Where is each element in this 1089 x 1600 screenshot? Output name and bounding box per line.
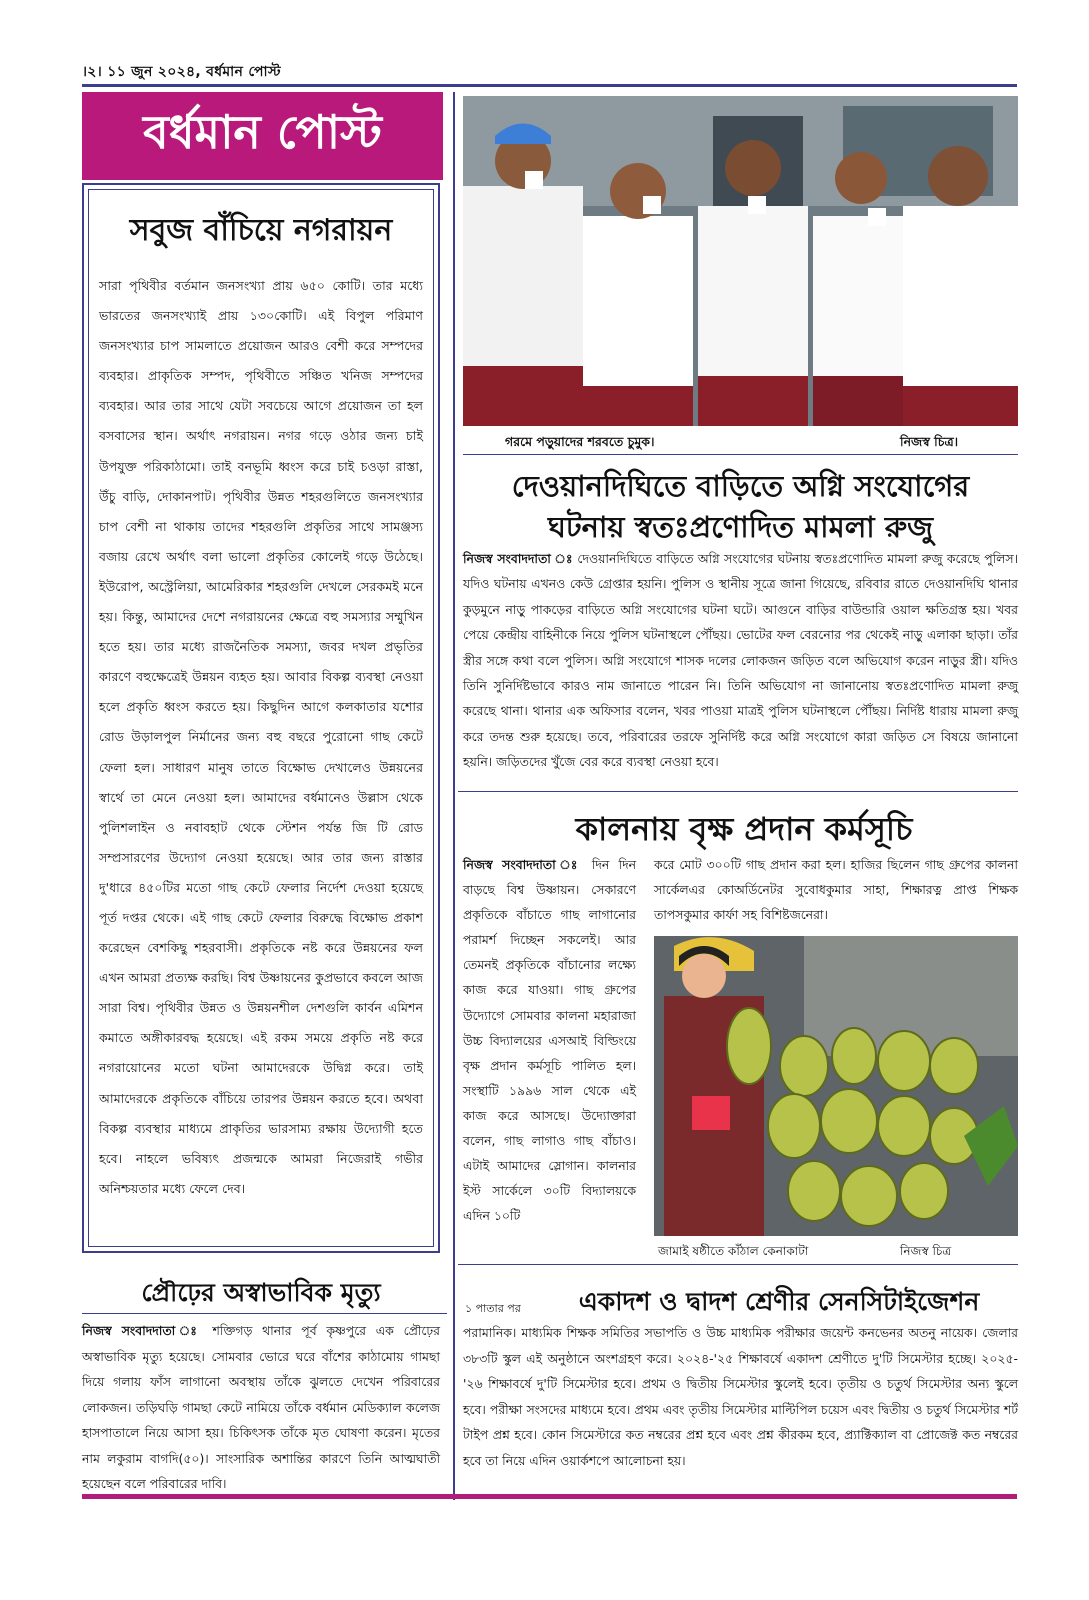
editorial-body: সারা পৃথিবীর বর্তমান জনসংখ্যা প্রায় ৬৫০ কোটি। তার মধ্যে ভারতের জনসংখ্যাই প্রায় ১৩০কোটি। এই বিপুল পরিমাণ জনসংখ্যার চাপ সামলাতে প্রয়োজন আরও বেশী করে সম্পদের ব্যবহার। প্রাকৃতিক সম্পদ, পৃথিবীতে সঞ্চিত খনিজ সম্পদের ব্যবহার। আর তার সাথে যেটা সবচেয়ে আগে প্রয়োজন তা হল বসবাসের স্থান। অর্থাৎ নগরায়ন। নগর গড়ে ওঠার জন্য চাই উপযুক্ত পরিকাঠামো। তাই বনভূমি ধ্বংস করে চাই চওড়া রাস্তা, উঁচু বাড়ি, দোকানপাট। পৃথিবীর উন্নত শহরগুলিতে জনসংখ্যার চাপ বেশী না থাকায় তাদের শহরগুলি প্রকৃতির সাথে সামঞ্জস্য বজায় রেখে অর্থাৎ বলা ভালো প্রকৃতির কোলেই গড়ে উঠেছে। ইউরোপ, অস্ট্রেলিয়া, আমেরিকার শহরগুলি দেখলে সেরকমই মনে হয়। কিন্তু, আমাদের দেশে নগরায়নের ক্ষেত্রে বহু সমস্যার সম্মুখিন হতে হয়। তার মধ্যে রাজনৈতিক সমস্যা, জবর দখল প্রভৃতির কারণে বহুক্ষেত্রেই উন্নয়ন ব্যহত হয়। আবার বিকল্প ব্যবস্থা নেওয়া হলে প্রকৃতি ধ্বংস করতে হয়। কিছুদিন আগে কলকাতার যশোর রোড উড়ালপুল নির্মানের জন্য বহু বছরে পুরোনো গাছ কেটে ফেলা হল। সাধারণ মানুষ তাতে বিক্ষোভ দেখালেও উন্নয়নের স্বার্থে তা মেনে নেওয়া হল। আমাদের বর্ধমানেও উল্লাস থেকে পুলিশলাইন ও নবাবহাট থেকে স্টেশন পর্যন্ত জি টি রোড সম্প্রসারণের উদ্যোগ নেওয়া হয়েছে। আর তার জন্য রাস্তার দু'ধারে ৪৫০টির মতো গাছ কেটে ফেলার নির্দেশ দেওয়া হয়েছে পূর্ত দপ্তর থেকে। এই গাছ কেটে ফেলার বিরুদ্ধে বিক্ষোভ প্রকাশ করেছেন বেশকিছু শহরবাসী। প্রকৃতিকে নষ্ট করে উন্নয়নের ফল এখন আমরা প্রত্যক্ষ করছি। বিশ্ব উষ্ণায়নের কুপ্রভাবে কবলে আজ সারা বিশ্ব। পৃথিবীর উন্নত ও উন্নয়নশীল দেশগুলি কার্বন এমিশন কমাতে অঙ্গীকারবদ্ধ হয়েছে। এই রকম সময়ে প্রকৃতি নষ্ট করে নগরায়োনের মতো ঘটনা আমাদেরকে উদ্বিগ্ন করে। তাই আমাদেরকে প্রকৃতিকে বাঁচিয়ে তারপর উন্নয়ন করতে হবে। অথবা বিকল্প ব্যবস্থার মাধ্যমে প্রাকৃতির ভারসাম্য রক্ষায় উদ্যোগী হতে হবে। নাহলে ভবিষ্যৎ প্রজন্মকে আমরা নিজেরাই গভীর অনিশ্চয়তার মধ্যে ফেলে দেব।	[99, 278, 423, 1196]
continued-label: ১ পাতার পর	[465, 1302, 521, 1315]
death-headline: প্রৌঢ়ের অস্বাভাবিক মৃত্যু	[141, 1278, 381, 1307]
students-drinking-photo	[463, 96, 1018, 426]
top-rule	[82, 84, 1017, 87]
tree-text-left: দিন দিন বাড়ছে বিশ্ব উষ্ণায়ন। সেকারণে প্রকৃতিকে বাঁচাতে গাছ লাগানোর পরামর্শ দিচ্ছেন সকলেই। আর তেমনই প্রকৃতিকে বাঁচানোর লক্ষ্যে কাজ করে যাওয়া। গাছ গ্রুপের উদ্যোগে সোমবার কালনা মহারাজা উচ্চ বিদ্যালয়ের এসআই বিল্ডিংয়ে বৃক্ষ প্রদান কর্মসূচি পালিত হল। সংস্থাটি ১৯৯৬ সাল থেকে এই কাজ করে আসছে। উদ্যোক্তারা বলেন, গাছ লাগাও গাছ বাঁচাও। এটাই আমাদের স্লোগান। কালনার ইস্ট সার্কেলে ৩০টি বিদ্যালয়কে এদিন ১০টি	[463, 857, 636, 1224]
tree-body-right: করে মোট ৩০০টি গাছ প্রদান করা হল। হাজির ছিলেন গাছ গ্রুপের কালনা সার্কেলএর কোঅর্ডিনেটর সুবোধকুমার সাহা, শিক্ষারত্ন প্রাপ্ত শিক্ষক তাপসকুমার কার্ফা সহ বিশিষ্টজনেরা।	[654, 857, 1018, 923]
fire-headline-line1: দেওয়ানদিঘিতে বাড়িতে অগ্নি সংযোগের	[511, 469, 970, 503]
death-rule	[82, 1313, 447, 1314]
fire-byline: নিজস্ব সংবাদদাতা ঃ	[463, 551, 573, 566]
caption-rule	[463, 454, 1018, 455]
death-body	[82, 1318, 440, 1497]
column-divider	[453, 92, 455, 1500]
tree-byline: নিজস্ব সংবাদদাতা ঃ	[463, 857, 583, 872]
editorial-box	[82, 183, 440, 1253]
page-folio: ।২। ১১ জুন ২০২৪, বর্ধমান পোস্ট	[82, 64, 281, 80]
section-rule-2	[458, 1264, 1018, 1265]
tree-body-left	[463, 852, 636, 1228]
photo2-credit: নিজস্ব চিত্র	[900, 1244, 952, 1258]
fire-headline-line2: ঘটনায় স্বতঃপ্রণোদিত মামলা রুজু	[547, 510, 934, 544]
photo1-credit: নিজস্ব চিত্র।	[900, 434, 959, 449]
section-rule	[458, 791, 1018, 792]
photo1-caption: গরমে পড়ুয়াদের শরবতে চুমুক।	[505, 434, 655, 449]
sensitization-body: পরামানিক। মাধ্যমিক শিক্ষক সমিতির সভাপতি ও উচ্চ মাধ্যমিক পরীক্ষার জয়েন্ট কনভেনর অতনু নায়েক। জেলার ৩৮৩টি স্কুল এই অনুষ্ঠানে অংশগ্রহণ করে। ২০২৪-'২৫ শিক্ষাবর্ষে একাদশ শ্রেণীতে দু'টি সিমেস্টার হচ্ছে। ২০২৫-'২৬ শিক্ষাবর্ষে দু'টি সিমেস্টার হবে। প্রথম ও দ্বিতীয় সিমেস্টার স্কুলেই হবে। তৃতীয় ও চতুর্থ সিমেস্টার অন্য স্কুলে হবে। পরীক্ষা সংসদের মাধ্যমে হবে। প্রথম এবং তৃতীয় সিমেস্টার মাল্টিপিল চয়েস এবং দ্বিতীয় ও চতুর্থ সিমেস্টার শর্ট টাইপ প্রশ্ন হবে। কোন সিমেস্টারে কত নম্বরের প্রশ্ন হবে এবং প্রশ্ন কীরকম হবে, প্র্যাক্টিক্যাল বা প্রোজেক্ট কত নম্বরের হবে তা নিয়ে এদিন ওয়ার্কশপে আলোচনা হয়।	[463, 1325, 1018, 1468]
fire-text: দেওয়ানদিঘিতে বাড়িতে অগ্নি সংযোগের ঘটনায় স্বতঃপ্রণোদিত মামলা রুজু করেছে পুলিস। যদিও ঘটনায় এখনও কেউ গ্রেপ্তার হয়নি। পুলিস ও স্থানীয় সূত্রে জানা গিয়েছে, রবিবার রাতে দেওয়ানদিঘি থানার কুড়মুনে নাড়ু পাকড়ের বাড়িতে অগ্নি সংযোগের ঘটনা ঘটে। আগুনে বাড়ির বাউন্ডারি ওয়াল ক্ষতিগ্রস্ত হয়। খবর পেয়ে কেন্দ্রীয় বাহিনীকে নিয়ে পুলিস ঘটনাস্থলে পৌঁছয়। ভোটের ফল বেরনোর পর থেকেই নাড়ু এলাকা ছাড়া। তাঁর স্ত্রীর সঙ্গে কথা বলে পুলিস। অগ্নি সংযোগে শাসক দলের লোকজন জড়িত বলে অভিযোগ করেন নাড়ুর স্ত্রী। যদিও তিনি সুনির্দিষ্টভাবে কারও নাম জানাতে পারেন নি। তিনি অভিযোগ না জানানোয় স্বতঃপ্রণোদিত মামলা রুজু করেছে থানা। থানার এক অফিসার বলেন, খবর পাওয়া মাত্রই পুলিস ঘটনাস্থলে পৌঁছয়। নির্দিষ্ট ধারায় মামলা রুজু করে তদন্ত শুরু হয়েছে। তবে, পরিবারের তরফে সুনির্দিষ্ট করে অগ্নি সংযোগে কারা জড়িত সে বিষয়ে জানানো হয়নি। জড়িতদের খুঁজে বের করে ব্যবস্থা নেওয়া হবে।	[463, 551, 1018, 770]
death-text: শক্তিগড় থানার পূর্ব কৃষ্ণপুরে এক প্রৌঢ়ের অস্বাভাবিক মৃত্যু হয়েছে। সোমবার ভোরে ঘরে বাঁশের কাঠামোয় গামছা দিয়ে গলায় ফাঁস লাগানো অবস্থায় তাঁকে ঝুলতে দেখেন পরিবারের লোকজন। তড়িঘড়ি গামছা কেটে নামিয়ে তাঁকে বর্ধমান মেডিক্যাল কলেজ হাসপাতালে নিয়ে আসা হয়। চিকিৎসক তাঁকে মৃত ঘোষণা করেন। মৃতের নাম লকুরাম বাগদি(৫০)। সাংসারিক অশান্তির কারণে তিনি আত্মঘাতী হয়েছেন বলে পরিবারের দাবি।	[82, 1323, 440, 1491]
death-byline: নিজস্ব সংবাদদাতা ঃ	[82, 1323, 203, 1338]
jackfruit-photo	[654, 936, 1018, 1236]
bottom-rule	[82, 1494, 1017, 1499]
photo2-caption: জামাই ষষ্ঠীতে কাঁঠাল কেনাকাটা	[658, 1244, 809, 1258]
fire-body	[463, 546, 1018, 775]
fire-headline	[463, 466, 1018, 548]
masthead: বর্ধমান পোস্ট	[82, 92, 443, 180]
editorial-headline: সবুজ বাঁচিয়ে নগরায়ন	[129, 213, 393, 248]
tree-headline: কালনায় বৃক্ষ প্রদান কর্মসূচি	[575, 810, 913, 848]
sensitization-headline: একাদশ ও দ্বাদশ শ্রেণীর সেনসিটাইজেশন	[578, 1287, 980, 1316]
